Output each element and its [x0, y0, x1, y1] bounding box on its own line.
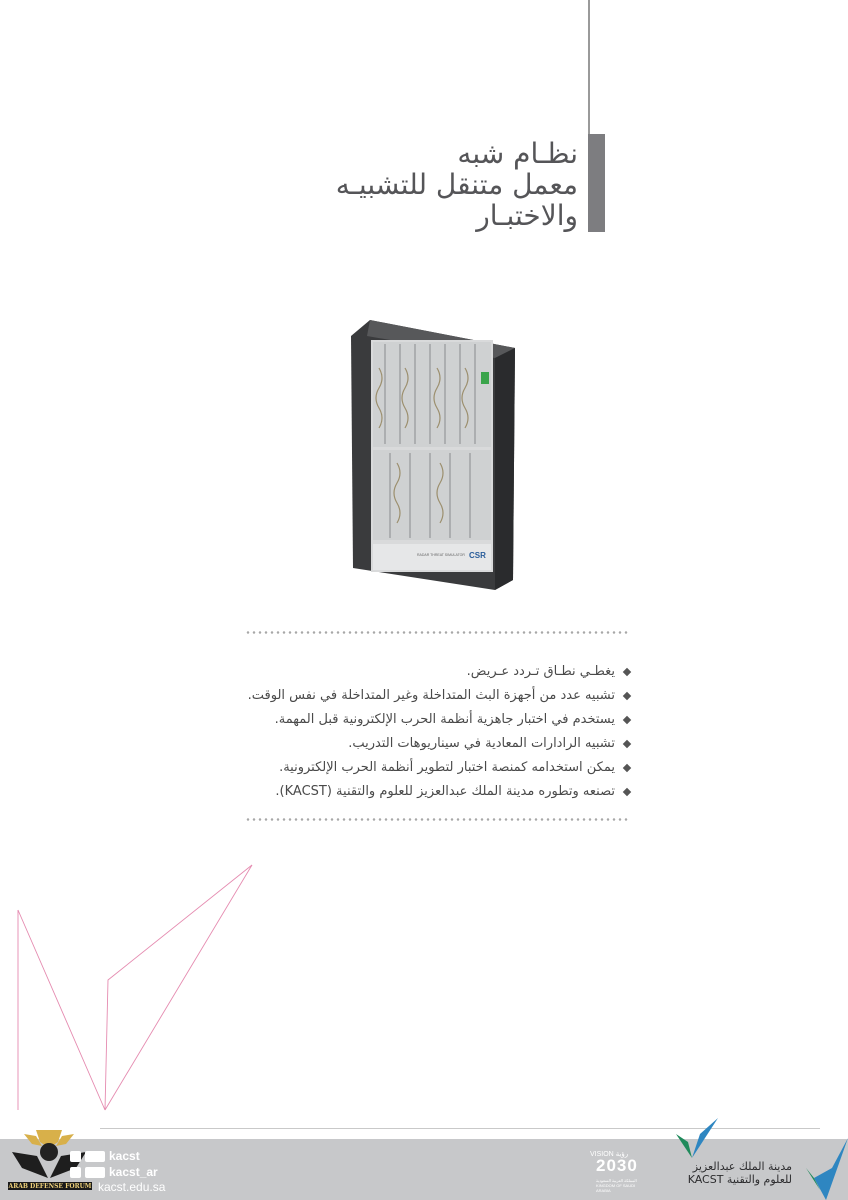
kacst-logo-icon [672, 1114, 722, 1164]
diamond-bullet-icon [623, 788, 631, 796]
simulator-cabinet-image [345, 318, 515, 590]
title-line-1: نظـام شبه [457, 137, 578, 170]
title-line-3: والاختبـار [476, 199, 578, 232]
kacst-name: مدينة الملك عبدالعزيز للعلوم والتقنية KACST [687, 1160, 792, 1186]
list-item: تشبيه عدد من أجهزة البث المتداخلة وغير المتداخلة في نفس الوقت. [250, 684, 630, 708]
diamond-bullet-icon [623, 740, 631, 748]
dotted-divider-bottom [245, 818, 630, 821]
list-item: يستخدم في اختبار جاهزية أنظمة الحرب الإلكترونية قبل المهمة. [250, 708, 630, 732]
social-row-2 [70, 1164, 158, 1180]
youtube-icon[interactable] [85, 1167, 105, 1178]
list-item: تشبيه الرادارات المعادية في سيناريوهات التدريب. [250, 732, 630, 756]
diamond-bullet-icon [623, 764, 631, 772]
cabinet-brand: CSR [469, 551, 486, 560]
decorative-pink-lines [0, 860, 260, 1120]
social-handle-2: kacst_ar [109, 1165, 158, 1179]
social-handle-1: kacst [109, 1149, 140, 1163]
diamond-bullet-icon [623, 668, 631, 676]
list-item: يمكن استخدامه كمنصة اختبار لتطوير أنظمة الحرب الإلكترونية. [250, 756, 630, 780]
svg-text:ARAB DEFENSE FORUM: ARAB DEFENSE FORUM [8, 1183, 92, 1190]
corner-chevron-icon [806, 1138, 848, 1200]
page-title [278, 138, 578, 231]
vision-2030-logo: VISION رؤية 2030 المملكة العربية السعودية KINGDOM OF SAUDI ARABIA [590, 1151, 638, 1193]
social-row-1 [70, 1148, 158, 1164]
dotted-divider-top [245, 631, 630, 634]
diamond-bullet-icon [623, 716, 631, 724]
linkedin-icon[interactable] [70, 1151, 81, 1162]
title-accent-bar [588, 134, 605, 232]
diamond-bullet-icon [623, 692, 631, 700]
list-item: تصنعه وتطوره مدينة الملك عبدالعزيز للعلوم والتقنية (KACST). [250, 780, 630, 804]
website-link[interactable]: kacst.edu.sa [98, 1180, 166, 1194]
twitter-icon[interactable] [85, 1151, 105, 1162]
cabinet-panel-label: RADAR THREAT SIMULATOR [417, 553, 465, 557]
social-handles [70, 1148, 158, 1180]
feature-list [247, 660, 630, 804]
instagram-icon[interactable] [70, 1167, 81, 1178]
top-divider-line [588, 0, 590, 134]
list-item: يغطـي نطـاق تـردد عـريض. [250, 660, 630, 684]
title-line-2: معمل متنقل للتشبيـه [335, 168, 578, 201]
